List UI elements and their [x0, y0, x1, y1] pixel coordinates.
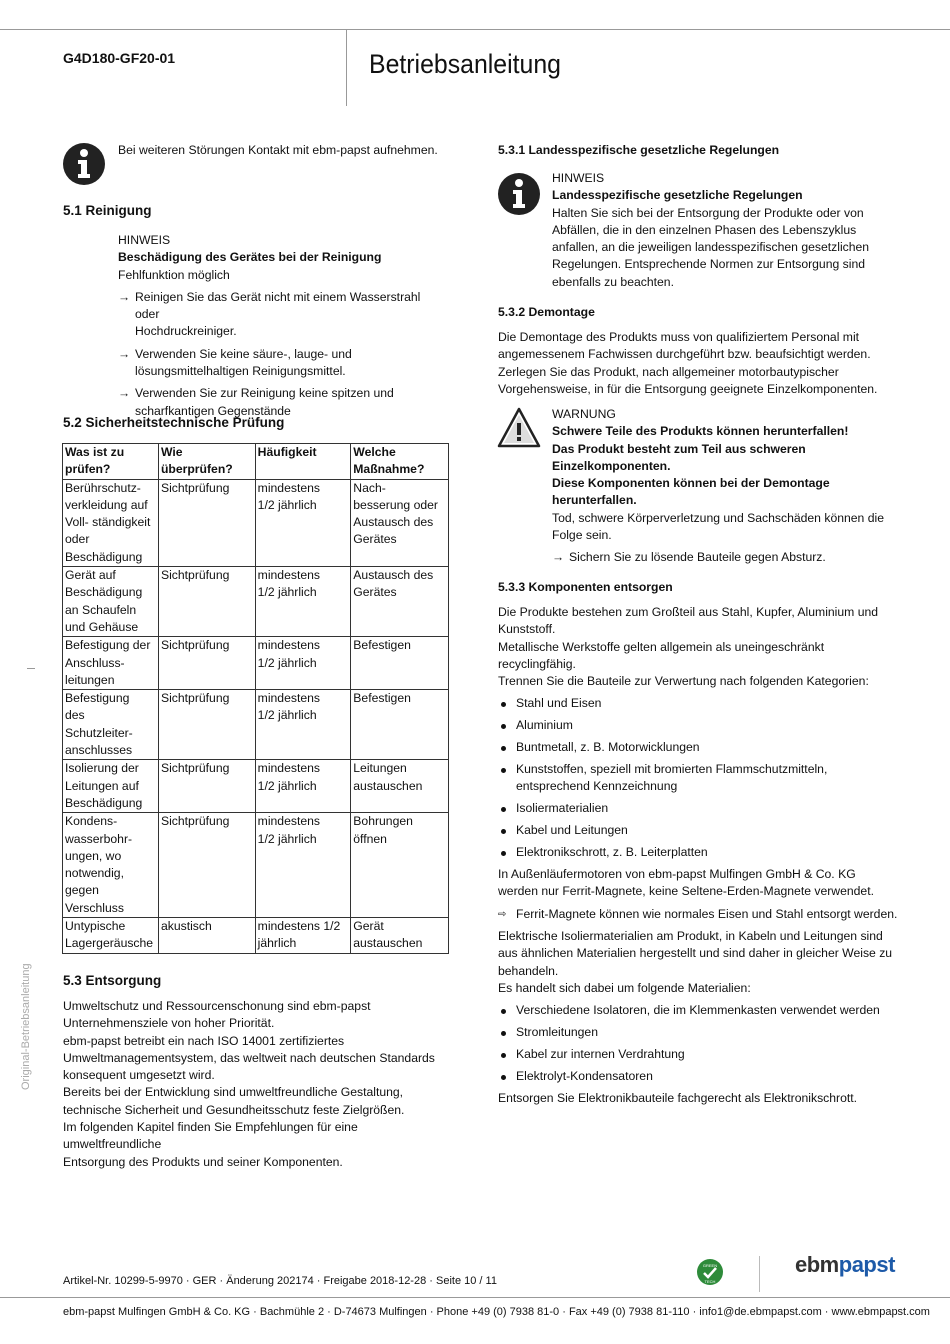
notice-text: Fehlfunktion möglich	[118, 267, 230, 282]
section-heading-5-3-2: 5.3.2 Demontage	[498, 305, 595, 319]
material-list	[498, 1002, 898, 1085]
company-info: ebm-papst Mulfingen GmbH & Co. KG · Bachmühle 2 · D-74673 Mulfingen · Phone +49 (0) 7938 81-0 · Fax +49 (0) 7938 81-110 · info1@de.ebmpapst.com · www.ebmpapst.com	[63, 1306, 930, 1318]
list-item: Stromleitungen	[498, 1024, 898, 1041]
footer-divider	[759, 1256, 760, 1292]
instruction-item: → Verwenden Sie keine säure-, lauge- und lösungsmittelhaltigen Reinigungsmittel.	[118, 346, 352, 379]
table-cell: Sichtprüfung	[158, 637, 255, 690]
section-heading-5-2: 5.2 Sicherheitstechnische Prüfung	[63, 415, 285, 430]
warning-icon	[497, 406, 541, 450]
table-row	[63, 690, 449, 760]
table-row	[63, 813, 449, 918]
side-label: Original-Betriebsanleitung	[20, 963, 32, 1090]
inspection-table	[62, 443, 449, 954]
list-item: Aluminium	[498, 717, 898, 734]
article-info: Artikel-Nr. 10299-5-9970 · GER · Änderung 202174 · Freigabe 2018-12-28 · Seite 10 / 11	[63, 1275, 497, 1287]
section-heading-5-3: 5.3 Entsorgung	[63, 973, 162, 988]
list-item: Isoliermaterialien	[498, 800, 898, 817]
section-heading-5-3-1: 5.3.1 Landesspezifische gesetzliche Regelungen	[498, 143, 780, 157]
table-cell: mindestens 1/2 jährlich	[255, 760, 351, 813]
table-cell: Befestigung des Schutzleiter- anschlusses	[63, 690, 159, 760]
list-item: Elektrolyt-Kondensatoren	[498, 1068, 898, 1085]
table-cell: Berührschutz- verkleidung auf Voll- ständigkeit oder Beschädigung	[63, 479, 159, 566]
table-cell: Sichtprüfung	[158, 813, 255, 918]
table-header-row	[63, 444, 449, 480]
table-cell: mindestens 1/2 jährlich	[255, 637, 351, 690]
header-rule	[0, 29, 950, 30]
list-item: Kabel und Leitungen	[498, 822, 898, 839]
table-cell: Nach- besserung oder Austausch des Gerätes	[351, 479, 449, 566]
column-header: Welche Maßnahme?	[351, 444, 449, 480]
table-row	[63, 918, 449, 954]
list-item: Stahl und Eisen	[498, 695, 898, 712]
list-item: Buntmetall, z. B. Motorwicklungen	[498, 739, 898, 756]
greentech-badge-icon	[696, 1258, 724, 1286]
table-cell: Bohrungen öffnen	[351, 813, 449, 918]
disposal-paragraph: Umweltschutz und Ressourcenschonung sind ebm-papst Unternehmensziele von hoher Priorität. ebm-papst betreibt ein nach ISO 14001 zertifiziertes Umweltmanagementsystem, das weltweit nach deutschen Standards konsequent umgesetzt wird. Bereits bei der Entwicklung sind umweltfreundliche Gestaltung, technische Sicherheit und Gesundheitsschutz feste Zielgrößen. Im folgenden Kapitel finden Sie Empfehlungen für eine umweltfreundliche Entsorgung des Produkts und seiner Komponenten.	[63, 999, 435, 1169]
table-cell: Gerät auf Beschädigung an Schaufeln und Gehäuse	[63, 567, 159, 637]
warning-dismantling: WARNUNG Schwere Teile des Produkts können herunterfallen! Das Produkt besteht zum Teil aus schweren Einzelkomponenten. Diese Komponenten können bei der Demontage herunterfallen. Tod, schwere Körperverletzung und Sachschäden können die Folge sein. → Sichern Sie zu lösende Bauteile gegen Absturz.	[552, 406, 897, 567]
section-heading-5-1: 5.1 Reinigung	[63, 203, 152, 218]
column-header: Was ist zu prüfen?	[63, 444, 159, 480]
table-cell: akustisch	[158, 918, 255, 954]
table-row	[63, 637, 449, 690]
list-item: Kunststoffen, speziell mit bromierten Flammschutzmitteln, entsprechend Kennzeichnung	[498, 761, 898, 796]
table-cell: Untypische Lagergeräusche	[63, 918, 159, 954]
table-cell: Sichtprüfung	[158, 690, 255, 760]
fold-mark	[27, 668, 35, 669]
intro-text: Bei weiteren Störungen Kontakt mit ebm-papst aufnehmen.	[118, 143, 438, 157]
notice-legal: HINWEIS Landesspezifische gesetzliche Regelungen Halten Sie sich bei der Entsorgung der Produkte oder von Abfällen, die in den einzelnen Phasen des Lebenszyklus anfallen, an die jeweiligen landesspezifischen gesetzlichen Regelungen. Entsprechende Normen zur Entsorgung sind ebenfalls zu beachten.	[552, 170, 892, 291]
notice-subtitle: Beschädigung des Gerätes bei der Reinigung	[118, 250, 382, 265]
table-cell: mindestens 1/2 jährlich	[255, 690, 351, 760]
table-cell: mindestens 1/2 jährlich	[255, 567, 351, 637]
instruction-item: → Reinigen Sie das Gerät nicht mit einem Wasserstrahl oder Hochdruckreiniger.	[118, 289, 421, 339]
notice-label: HINWEIS	[118, 233, 171, 247]
table-cell: Austausch des Gerätes	[351, 567, 449, 637]
table-row	[63, 760, 449, 813]
table-cell: Gerät austauschen	[351, 918, 449, 954]
info-icon	[62, 142, 106, 186]
table-cell: mindestens 1/2 jährlich	[255, 918, 351, 954]
table-cell: mindestens 1/2 jährlich	[255, 813, 351, 918]
badge-top-text: GREEN	[702, 1263, 718, 1268]
table-cell: Kondens- wasserbohr- ungen, wo notwendig, gegen Verschluss	[63, 813, 159, 918]
instruction-item: → Sichern Sie zu lösende Bauteile gegen Absturz.	[552, 550, 826, 565]
warning-label: WARNUNG	[552, 407, 616, 421]
category-list	[498, 695, 898, 861]
table-cell: mindestens 1/2 jährlich	[255, 479, 351, 566]
dismantling-paragraph: Die Demontage des Produkts muss von qualifiziertem Personal mit angemessenem Fachwissen durchgeführt bzw. beaufsichtigt werden. Zerlegen Sie das Produkt, nach allgemeiner motorbautypischer Vorgehensweise, in für die Entsorgung geeignete Einzelkomponenten.	[498, 330, 878, 396]
notice-cleaning	[118, 232, 448, 420]
table-cell: Befestigen	[351, 690, 449, 760]
table-cell: Sichtprüfung	[158, 479, 255, 566]
table-cell: Befestigung der Anschluss- leitungen	[63, 637, 159, 690]
page-title: Betriebsanleitung	[369, 49, 561, 79]
model-number: G4D180-GF20-01	[63, 50, 176, 66]
table-cell: Sichtprüfung	[158, 567, 255, 637]
header-divider	[346, 29, 347, 106]
table-cell: Leitungen austauschen	[351, 760, 449, 813]
notice-label: HINWEIS	[552, 171, 605, 185]
badge-bottom-text: TECH	[704, 1279, 716, 1284]
result-item: ⇨ Ferrit-Magnete können wie normales Eisen und Stahl entsorgt werden.	[498, 906, 898, 921]
info-icon	[497, 172, 541, 216]
list-item: Kabel zur internen Verdrahtung	[498, 1046, 898, 1063]
column-header: Häufigkeit	[255, 444, 351, 480]
components-disposal: Die Produkte bestehen zum Großteil aus Stahl, Kupfer, Aluminium und Kunststoff. Metallische Werkstoffe gelten allgemein als uneingeschränkt recyclingfähig. Trennen Sie die Bauteile zur Verwertung nach folgenden Kategorien: Stahl und Eisen Aluminium Buntmetall, z. B. Motorwicklungen Kunststoffen, speziell mit bromierten Flammschutzmitteln, entsprechend Kennzeichnung Isoliermaterialien Kabel und Leitungen Elektronikschrott, z. B. Leiterplatten In Außenläufermotoren von ebm-papst Mulfingen GmbH & Co. KG werden nur Ferrit-Magnete, keine Seltene-Erden-Magnete verwendet. ⇨ Ferrit-Magnete können wie normales Eisen und Stahl entsorgt werden. Elektrische Isoliermaterialien am Produkt, in Kabeln und Leitungen sind aus ähnlichen Materialien hergestellt und sind daher in gleicher Weise zu behandeln. Es handelt sich dabei um folgende Materialien: Verschiedene Isolatoren, die im Klemmenkasten verwendet werden Stromleitungen Kabel zur internen Verdrahtung Elektrolyt-Kondensatoren Entsorgen Sie Elektronikbauteile fachgerecht als Elektronikschrott.	[498, 605, 898, 1105]
notice-subtitle: Landesspezifische gesetzliche Regelungen	[552, 188, 803, 203]
table-row	[63, 567, 449, 637]
section-heading-5-3-3: 5.3.3 Komponenten entsorgen	[498, 580, 673, 594]
ebmpapst-logo: ebmpapst	[795, 1252, 895, 1277]
instruction-item: → Verwenden Sie zur Reinigung keine spitzen und scharfkantigen Gegenstände	[118, 386, 394, 418]
table-cell: Isolierung der Leitungen auf Beschädigung	[63, 760, 159, 813]
footer-rule	[0, 1297, 950, 1298]
table-row	[63, 479, 449, 566]
table-cell: Sichtprüfung	[158, 760, 255, 813]
list-item: Elektronikschrott, z. B. Leiterplatten	[498, 844, 898, 861]
list-item: Verschiedene Isolatoren, die im Klemmenkasten verwendet werden	[498, 1002, 898, 1019]
table-cell: Befestigen	[351, 637, 449, 690]
column-header: Wie überprüfen?	[158, 444, 255, 480]
